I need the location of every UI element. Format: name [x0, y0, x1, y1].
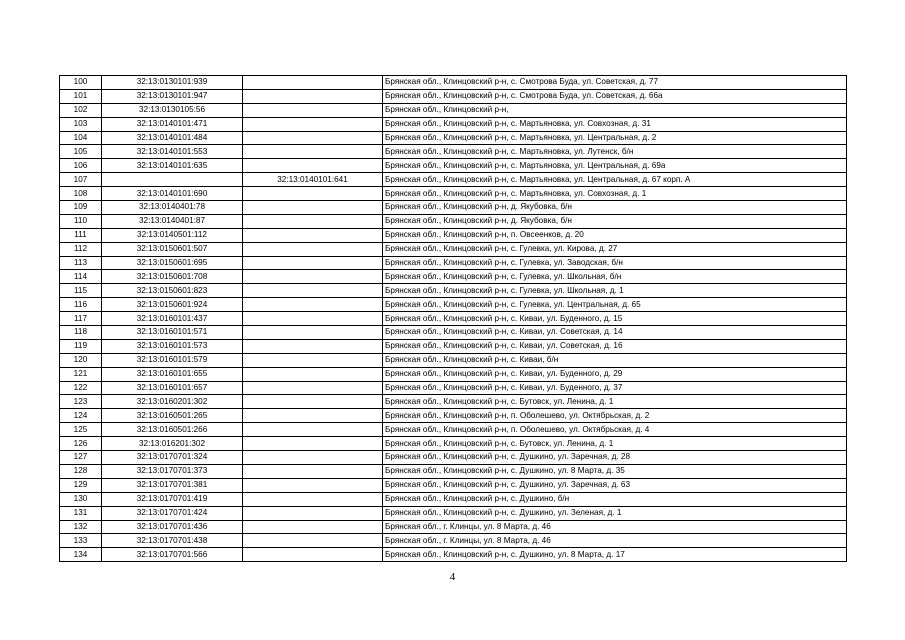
- row-number-cell: 105: [60, 145, 102, 159]
- cadastral-number-cell: 32:13:0160101:655: [102, 367, 243, 381]
- row-number-cell: 108: [60, 187, 102, 201]
- table-row: [60, 256, 847, 270]
- cadastral-number-cell: 32:13:0160101:437: [102, 312, 243, 326]
- cadastral-number-alt-cell: [243, 367, 383, 381]
- row-number-cell: 107: [60, 173, 102, 187]
- address-cell: Брянская обл., г. Клинцы, ул. 8 Марта, д. 46: [383, 534, 847, 548]
- address-cell: Брянская обл., Клинцовский р-н, п. Овсеенков, д. 20: [383, 228, 847, 242]
- cadastral-number-alt-cell: [243, 326, 383, 340]
- cadastral-number-alt-cell: [243, 534, 383, 548]
- cadastral-number-cell: 32:13:0170701:438: [102, 534, 243, 548]
- table-body: [60, 76, 847, 562]
- cadastral-number-cell: 32:13:0170701:424: [102, 506, 243, 520]
- cadastral-number-alt-cell: [243, 312, 383, 326]
- row-number-cell: 123: [60, 395, 102, 409]
- page-number: 4: [449, 571, 456, 583]
- cadastral-number-alt-cell: [243, 409, 383, 423]
- cadastral-number-alt-cell: [243, 117, 383, 131]
- cadastral-number-alt-cell: [243, 492, 383, 506]
- cadastral-number-cell: 32:13:0160201:302: [102, 395, 243, 409]
- cadastral-number-alt-cell: [243, 478, 383, 492]
- address-cell: Брянская обл., Клинцовский р-н, с. Смотрова Буда, ул. Советская, д. 66а: [383, 89, 847, 103]
- row-number-cell: 121: [60, 367, 102, 381]
- table-row: [60, 173, 847, 187]
- cadastral-number-alt-cell: [243, 201, 383, 215]
- cadastral-number-cell: 32:13:0170701:566: [102, 548, 243, 562]
- table-row: [60, 159, 847, 173]
- address-cell: Брянская обл., Клинцовский р-н, с. Киваи, ул. Буденного, д. 15: [383, 312, 847, 326]
- address-cell: Брянская обл., Клинцовский р-н, с. Душкино, ул. Заречная, д. 28: [383, 451, 847, 465]
- address-cell: Брянская обл., Клинцовский р-н, с. Душкино, ул. Зеленая, д. 1: [383, 506, 847, 520]
- address-cell: Брянская обл., Клинцовский р-н, п. Оболешево, ул. Октябрьская, д. 2: [383, 409, 847, 423]
- cadastral-number-cell: 32:13:0150601:695: [102, 256, 243, 270]
- table-row: [60, 423, 847, 437]
- row-number-cell: 126: [60, 437, 102, 451]
- table-row: [60, 381, 847, 395]
- cadastral-number-alt-cell: [243, 353, 383, 367]
- cadastral-number-cell: 32:13:0170701:381: [102, 478, 243, 492]
- cadastral-number-alt-cell: [243, 242, 383, 256]
- table-row: [60, 298, 847, 312]
- table-row: [60, 145, 847, 159]
- cadastral-number-alt-cell: [243, 520, 383, 534]
- cadastral-number-cell: 32:13:0160501:266: [102, 423, 243, 437]
- table-row: [60, 242, 847, 256]
- address-cell: Брянская обл., Клинцовский р-н, п. Оболешево, ул. Октябрьская, д. 4: [383, 423, 847, 437]
- table-row: [60, 520, 847, 534]
- row-number-cell: 111: [60, 228, 102, 242]
- cadastral-number-alt-cell: [243, 298, 383, 312]
- cadastral-number-alt-cell: [243, 228, 383, 242]
- table-row: [60, 270, 847, 284]
- row-number-cell: 116: [60, 298, 102, 312]
- address-cell: Брянская обл., Клинцовский р-н, с. Мартьяновка, ул. Центральная, д. 2: [383, 131, 847, 145]
- table-row: [60, 89, 847, 103]
- cadastral-number-alt-cell: [243, 270, 383, 284]
- cadastral-number-cell: 32:13:0140101:471: [102, 117, 243, 131]
- row-number-cell: 118: [60, 326, 102, 340]
- table-row: [60, 214, 847, 228]
- cadastral-number-cell: 32:13:0140501:112: [102, 228, 243, 242]
- table-row: [60, 464, 847, 478]
- table-row: [60, 395, 847, 409]
- cadastral-number-alt-cell: [243, 256, 383, 270]
- table-row: [60, 76, 847, 90]
- cadastral-number-cell: 32:13:0160501:265: [102, 409, 243, 423]
- table-row: [60, 312, 847, 326]
- table-row: [60, 103, 847, 117]
- cadastral-number-cell: 32:13:0160101:579: [102, 353, 243, 367]
- address-cell: Брянская обл., Клинцовский р-н, с. Гулевка, ул. Центральная, д. 65: [383, 298, 847, 312]
- cadastral-number-alt-cell: [243, 339, 383, 353]
- cadastral-number-cell: [102, 173, 243, 187]
- cadastral-number-alt-cell: [243, 395, 383, 409]
- address-cell: Брянская обл., Клинцовский р-н, с. Мартьяновка, ул. Совхозная, д. 1: [383, 187, 847, 201]
- address-cell: Брянская обл., Клинцовский р-н, с. Душкино, б/н: [383, 492, 847, 506]
- cadastral-number-cell: 32:13:0160101:571: [102, 326, 243, 340]
- cadastral-number-alt-cell: [243, 451, 383, 465]
- address-cell: Брянская обл., Клинцовский р-н, с. Киваи, ул. Советская, д. 14: [383, 326, 847, 340]
- cadastral-number-cell: 32:13:0130101:947: [102, 89, 243, 103]
- cadastral-number-cell: 32:13:0170701:419: [102, 492, 243, 506]
- cadastral-number-cell: 32:13:0140101:484: [102, 131, 243, 145]
- table-row: [60, 409, 847, 423]
- table-row: [60, 478, 847, 492]
- table-row: [60, 548, 847, 562]
- row-number-cell: 115: [60, 284, 102, 298]
- address-cell: Брянская обл., Клинцовский р-н, с. Бутовск, ул. Ленина, д. 1: [383, 437, 847, 451]
- cadastral-number-cell: 32:13:0140401:87: [102, 214, 243, 228]
- cadastral-number-cell: 32:13:0150601:507: [102, 242, 243, 256]
- address-cell: Брянская обл., Клинцовский р-н,: [383, 103, 847, 117]
- row-number-cell: 104: [60, 131, 102, 145]
- cadastral-number-alt-cell: [243, 214, 383, 228]
- cadastral-number-cell: 32:13:0140101:635: [102, 159, 243, 173]
- row-number-cell: 114: [60, 270, 102, 284]
- cadastral-number-alt-cell: [243, 437, 383, 451]
- cadastral-number-alt-cell: [243, 159, 383, 173]
- address-cell: Брянская обл., Клинцовский р-н, с. Душкино, ул. 8 Марта, д. 17: [383, 548, 847, 562]
- cadastral-number-alt-cell: [243, 76, 383, 90]
- row-number-cell: 120: [60, 353, 102, 367]
- cadastral-number-cell: 32:13:016201:302: [102, 437, 243, 451]
- row-number-cell: 122: [60, 381, 102, 395]
- cadastral-number-alt-cell: [243, 284, 383, 298]
- table-row: [60, 117, 847, 131]
- cadastral-number-alt-cell: [243, 89, 383, 103]
- cadastral-number-cell: 32:13:0130105:56: [102, 103, 243, 117]
- table-row: [60, 228, 847, 242]
- table-row: [60, 451, 847, 465]
- address-cell: Брянская обл., Клинцовский р-н, с. Мартьяновка, ул. Центральная, д. 69а: [383, 159, 847, 173]
- table-row: [60, 326, 847, 340]
- cadastral-number-alt-cell: [243, 506, 383, 520]
- cadastral-number-alt-cell: [243, 381, 383, 395]
- table-row: [60, 131, 847, 145]
- address-cell: Брянская обл., Клинцовский р-н, с. Гулевка, ул. Кирова, д. 27: [383, 242, 847, 256]
- row-number-cell: 113: [60, 256, 102, 270]
- cadastral-number-cell: 32:13:0150601:823: [102, 284, 243, 298]
- address-cell: Брянская обл., Клинцовский р-н, с. Мартьяновка, ул. Центральная, д. 67 корп. А: [383, 173, 847, 187]
- table-row: [60, 506, 847, 520]
- table-row: [60, 367, 847, 381]
- cadastral-number-cell: 32:13:0140101:553: [102, 145, 243, 159]
- row-number-cell: 117: [60, 312, 102, 326]
- address-cell: Брянская обл., Клинцовский р-н, с. Смотрова Буда, ул. Советская, д. 77: [383, 76, 847, 90]
- table-row: [60, 187, 847, 201]
- cadastral-number-alt-cell: [243, 548, 383, 562]
- row-number-cell: 128: [60, 464, 102, 478]
- address-cell: Брянская обл., Клинцовский р-н, с. Душкино, ул. Заречная, д. 63: [383, 478, 847, 492]
- address-cell: Брянская обл., Клинцовский р-н, с. Киваи, ул. Советская, д. 16: [383, 339, 847, 353]
- cadastral-number-alt-cell: 32:13:0140101:641: [243, 173, 383, 187]
- row-number-cell: 133: [60, 534, 102, 548]
- cadastral-number-cell: 32:13:0150601:924: [102, 298, 243, 312]
- address-cell: Брянская обл., Клинцовский р-н, с. Гулевка, ул. Школьная, б/н: [383, 270, 847, 284]
- table-row: [60, 284, 847, 298]
- cadastral-number-cell: 32:13:0160101:657: [102, 381, 243, 395]
- cadastral-number-alt-cell: [243, 464, 383, 478]
- table-row: [60, 437, 847, 451]
- cadastral-number-cell: 32:13:0130101:939: [102, 76, 243, 90]
- cadastral-number-alt-cell: [243, 131, 383, 145]
- property-table: [59, 75, 847, 562]
- row-number-cell: 110: [60, 214, 102, 228]
- row-number-cell: 132: [60, 520, 102, 534]
- row-number-cell: 100: [60, 76, 102, 90]
- cadastral-number-alt-cell: [243, 103, 383, 117]
- cadastral-number-cell: 32:13:0160101:573: [102, 339, 243, 353]
- address-cell: Брянская обл., Клинцовский р-н, с. Киваи, ул. Буденного, д. 37: [383, 381, 847, 395]
- row-number-cell: 103: [60, 117, 102, 131]
- table-row: [60, 339, 847, 353]
- row-number-cell: 119: [60, 339, 102, 353]
- address-cell: Брянская обл., Клинцовский р-н, с. Мартьяновка, ул. Совхозная, д. 31: [383, 117, 847, 131]
- address-cell: Брянская обл., Клинцовский р-н, с. Мартьяновка, ул. Лутенск, б/н: [383, 145, 847, 159]
- address-cell: Брянская обл., Клинцовский р-н, с. Бутовск, ул. Ленина, д. 1: [383, 395, 847, 409]
- cadastral-number-cell: 32:13:0140101:690: [102, 187, 243, 201]
- address-cell: Брянская обл., Клинцовский р-н, д. Якубовка, б/н: [383, 201, 847, 215]
- row-number-cell: 109: [60, 201, 102, 215]
- address-cell: Брянская обл., Клинцовский р-н, д. Якубовка, б/н: [383, 214, 847, 228]
- cadastral-number-cell: 32:13:0170701:436: [102, 520, 243, 534]
- row-number-cell: 112: [60, 242, 102, 256]
- address-cell: Брянская обл., Клинцовский р-н, с. Гулевка, ул. Школьная, д. 1: [383, 284, 847, 298]
- address-cell: Брянская обл., Клинцовский р-н, с. Киваи, б/н: [383, 353, 847, 367]
- cadastral-number-alt-cell: [243, 145, 383, 159]
- cadastral-number-alt-cell: [243, 423, 383, 437]
- row-number-cell: 129: [60, 478, 102, 492]
- address-cell: Брянская обл., г. Клинцы, ул. 8 Марта, д. 46: [383, 520, 847, 534]
- table-row: [60, 534, 847, 548]
- table-row: [60, 353, 847, 367]
- row-number-cell: 125: [60, 423, 102, 437]
- cadastral-number-cell: 32:13:0170701:373: [102, 464, 243, 478]
- address-cell: Брянская обл., Клинцовский р-н, с. Гулевка, ул. Заводская, б/н: [383, 256, 847, 270]
- row-number-cell: 134: [60, 548, 102, 562]
- cadastral-number-cell: 32:13:0150601:708: [102, 270, 243, 284]
- row-number-cell: 106: [60, 159, 102, 173]
- row-number-cell: 130: [60, 492, 102, 506]
- row-number-cell: 131: [60, 506, 102, 520]
- table-row: [60, 201, 847, 215]
- cadastral-number-cell: 32:13:0140401:78: [102, 201, 243, 215]
- address-cell: Брянская обл., Клинцовский р-н, с. Душкино, ул. 8 Марта, д. 35: [383, 464, 847, 478]
- table-row: [60, 492, 847, 506]
- row-number-cell: 102: [60, 103, 102, 117]
- row-number-cell: 101: [60, 89, 102, 103]
- cadastral-number-alt-cell: [243, 187, 383, 201]
- row-number-cell: 127: [60, 451, 102, 465]
- row-number-cell: 124: [60, 409, 102, 423]
- cadastral-number-cell: 32:13:0170701:324: [102, 451, 243, 465]
- address-cell: Брянская обл., Клинцовский р-н, с. Киваи, ул. Буденного, д. 29: [383, 367, 847, 381]
